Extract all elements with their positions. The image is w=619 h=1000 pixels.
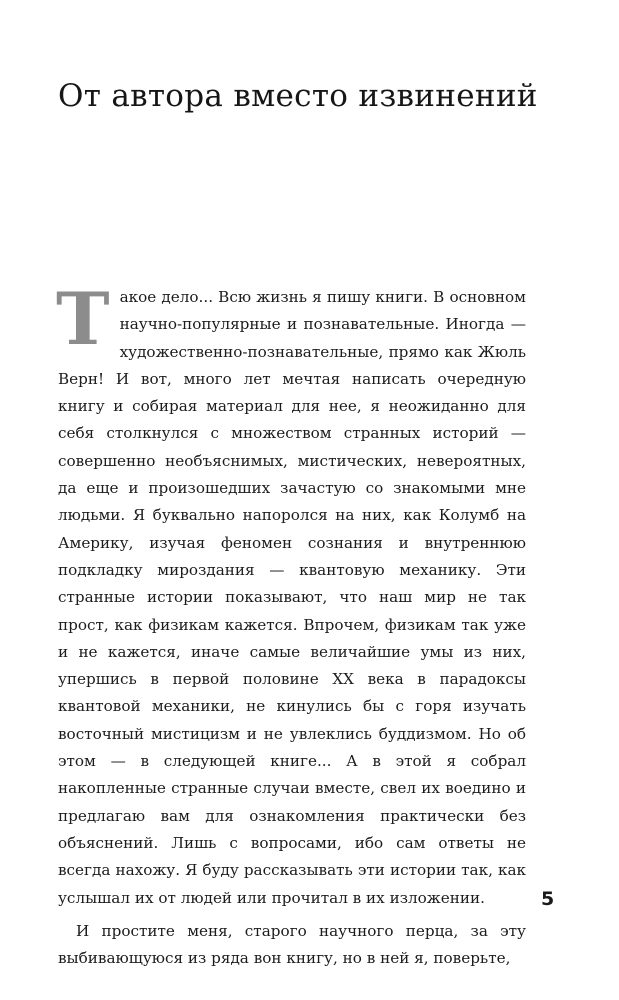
page-number: 5 [541, 888, 555, 910]
paragraph-second-text: И простите меня, старого научного перца, за эту выбивающуюся из ряда вон книгу, но в ней я, поверьте, [58, 921, 526, 968]
paragraph-first-text: акое дело... Всю жизнь я пишу книги. В основном научно-популярные и познавательные. Иногда — художественно-познавательные, прямо как Жюль Верн! И вот, много лет мечтая написать очередную книгу и собирая материал для нее, я неожиданно для себя столкнулся с множеством странных историй — совершенно необъяснимых, мистических, невероятных, да еще и произошедших зачастую со знакомыми мне людьми. Я буквально напоролся на них, как Колумб на Америку, изучая феномен сознания и внутреннюю подкладку мироздания — квантовую механику. Эти странные истории показывают, что наш мир не так прост, как физикам кажется. Впрочем, физикам так уже и не кажется, иначе самые величайшие умы из них, упершись в первой половине XX века в парадоксы квантовой механики, не кинулись бы с горя изучать восточный мистицизм и не увлеклись буддизмом. Но об этом — в следующей книге... А в этой я собрал накопленные странные случаи вместе, свел их воедино и предлагаю вам для ознакомления практически без объяснений. Лишь с вопросами, ибо сам ответы не всегда нахожу. Я буду рассказывать эти истории так, как услышал их от людей или прочитал в их изложении. [58, 288, 526, 907]
drop-cap: Т [56, 276, 110, 361]
paragraph-first [56, 276, 526, 912]
chapter-title: От автора вместо извинений [58, 78, 538, 114]
paragraph-second [58, 918, 526, 973]
body-text [56, 276, 526, 972]
